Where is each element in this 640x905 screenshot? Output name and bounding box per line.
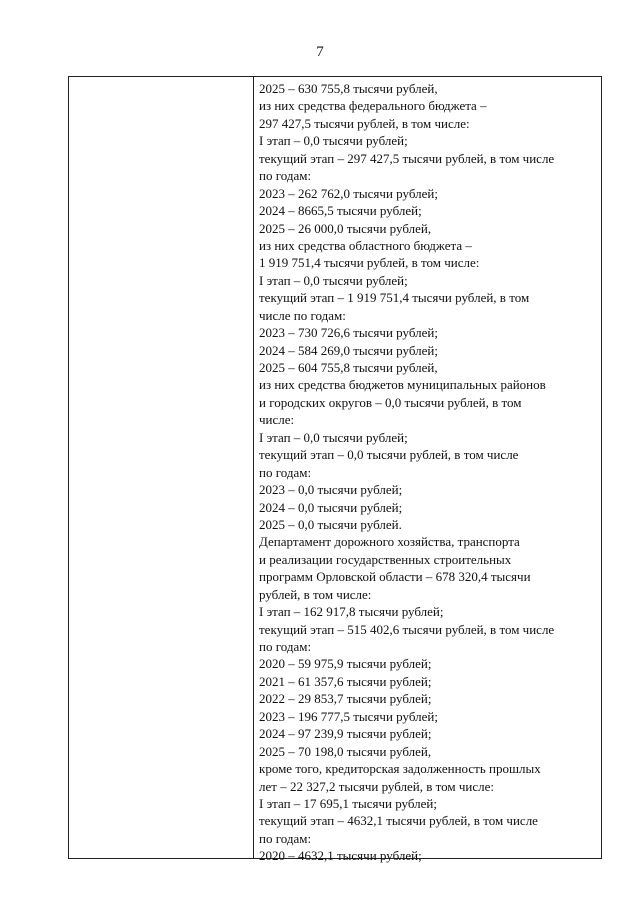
text-line: и городских округов – 0,0 тысячи рублей, в том [259,394,522,410]
text-line: текущий этап – 0,0 тысячи рублей, в том числе [259,447,519,463]
text-line: 2025 – 0,0 тысячи рублей. [259,516,402,532]
text-line: числе по годам: [259,307,346,323]
text-line: 2025 – 604 755,8 тысячи рублей, [259,360,438,375]
text-line: 2023 – 262 762,0 тысячи рублей; [259,185,438,201]
text-line: I этап – 0,0 тысячи рублей; [259,133,408,149]
text-line: по годам: [259,830,312,846]
text-line: из них средства областного бюджета – [259,237,472,253]
text-line: 2025 – 70 198,0 тысячи рублей, [259,743,432,759]
text-line: текущий этап – 515 402,6 тысячи рублей, в том числе [259,621,555,637]
text-line: из них средства бюджетов муниципальных районов [259,377,546,393]
text-line: 2024 – 0,0 тысячи рублей; [259,499,403,515]
text-line: 2022 – 29 853,7 тысячи рублей; [259,691,432,707]
text-line: 2020 – 59 975,9 тысячи рублей; [259,656,432,672]
text-line: I этап – 0,0 тысячи рублей; [259,429,408,445]
text-line: и реализации государственных строительных [259,551,512,567]
page-number: 7 [316,44,324,60]
text-line: 2024 – 8665,5 тысячи рублей; [259,203,422,219]
column-divider [253,77,254,858]
text-line: 2023 – 730 726,6 тысячи рублей; [259,325,438,341]
text-line: рублей, в том числе: [259,586,372,602]
table-right-column [259,80,599,865]
text-line: 2021 – 61 357,6 тысячи рублей; [259,673,432,689]
text-line: 2025 – 630 755,8 тысячи рублей, [259,81,438,96]
text-line: числе: [259,412,295,428]
text-line: I этап – 162 917,8 тысячи рублей; [259,604,444,620]
text-line: текущий этап – 4632,1 тысячи рублей, в том числе [259,813,538,829]
text-line: 2023 – 196 777,5 тысячи рублей; [259,708,438,724]
text-line: 2024 – 97 239,9 тысячи рублей; [259,726,432,742]
text-line: кроме того, кредиторская задолженность прошлых [259,761,541,777]
text-line: 2023 – 0,0 тысячи рублей; [259,482,403,498]
text-line: Департамент дорожного хозяйства, транспорта [259,534,520,550]
text-line: 2024 – 584 269,0 тысячи рублей; [259,342,438,358]
text-line: текущий этап – 1 919 751,4 тысячи рублей, в том [259,290,530,306]
document-table [68,76,602,864]
text-line: программ Орловской области – 678 320,4 тысячи [259,569,531,585]
text-line: 2020 – 4632,1 тысячи рублей; [259,848,422,864]
text-line: по годам: [259,639,312,654]
text-line: I этап – 0,0 тысячи рублей; [259,272,408,288]
text-line: 1 919 751,4 тысячи рублей, в том числе: [259,255,480,271]
text-line: по годам: [259,168,312,184]
text-line: из них средства федерального бюджета – [259,98,487,114]
text-line: 297 427,5 тысячи рублей, в том числе: [259,115,470,131]
text-line: текущий этап – 297 427,5 тысячи рублей, в том числе [259,150,555,166]
text-line: по годам: [259,464,312,480]
text-line: лет – 22 327,2 тысячи рублей, в том числе: [259,778,495,794]
text-line: 2025 – 26 000,0 тысячи рублей, [259,220,432,236]
text-line: I этап – 17 695,1 тысячи рублей; [259,795,437,811]
